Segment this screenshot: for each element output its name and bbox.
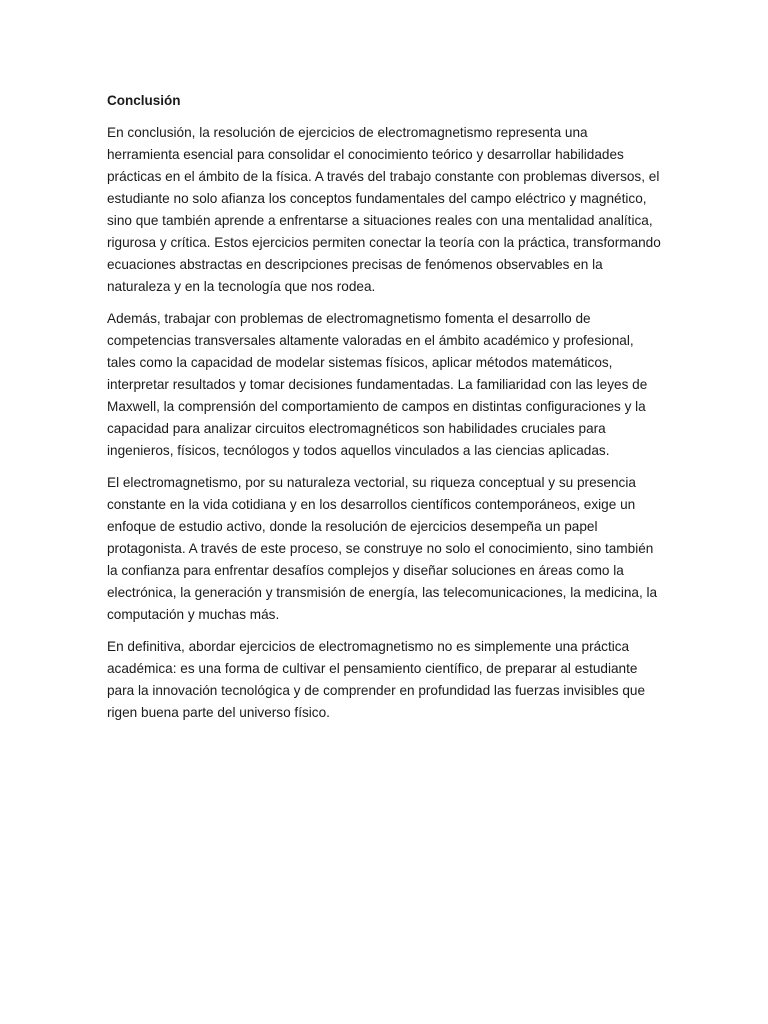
paragraph-4: En definitiva, abordar ejercicios de electromagnetismo no es simplemente una práctica académica: es una forma de cultivar el pensamiento científico, de preparar al estudiante para la innovación tecnológica y de comprender en profundidad las fuerzas invisibles que rigen buena parte del universo físico. bbox=[107, 639, 646, 720]
paragraph-1: En conclusión, la resolución de ejercicios de electromagnetismo representa una herramienta esencial para consolidar el conocimiento teórico y desarrollar habilidades prácticas en el ámbito de la física. A través del trabajo constante con problemas diversos, el estudiante no solo afianza los conceptos fundamentales del campo eléctrico y magnético, sino que también aprende a enfrentarse a situaciones reales con una mentalidad analítica, rigurosa y crítica. Estos ejercicios permiten conectar la teoría con la práctica, transformando ecuaciones abstractas en descripciones precisas de fenómenos observables en la naturaleza y en la tecnología que nos rodea. bbox=[107, 125, 661, 294]
section-heading: Conclusión bbox=[107, 93, 181, 108]
document-page bbox=[107, 90, 663, 734]
paragraph-2: Además, trabajar con problemas de electromagnetismo fomenta el desarrollo de competencias transversales altamente valoradas en el ámbito académico y profesional, tales como la capacidad de modelar sistemas físicos, aplicar métodos matemáticos, interpretar resultados y tomar decisiones fundamentadas. La familiaridad con las leyes de Maxwell, la comprensión del comportamiento de campos en distintas configuraciones y la capacidad para analizar circuitos electromagnéticos son habilidades cruciales para ingenieros, físicos, tecnólogos y todos aquellos vinculados a las ciencias aplicadas. bbox=[107, 311, 648, 458]
paragraph-3: El electromagnetismo, por su naturaleza vectorial, su riqueza conceptual y su presencia constante en la vida cotidiana y en los desarrollos científicos contemporáneos, exige un enfoque de estudio activo, donde la resolución de ejercicios desempeña un papel protagonista. A través de este proceso, se construye no solo el conocimiento, sino también la confianza para enfrentar desafíos complejos y diseñar soluciones en áreas como la electrónica, la generación y transmisión de energía, las telecomunicaciones, la medicina, la computación y muchas más. bbox=[107, 475, 658, 622]
